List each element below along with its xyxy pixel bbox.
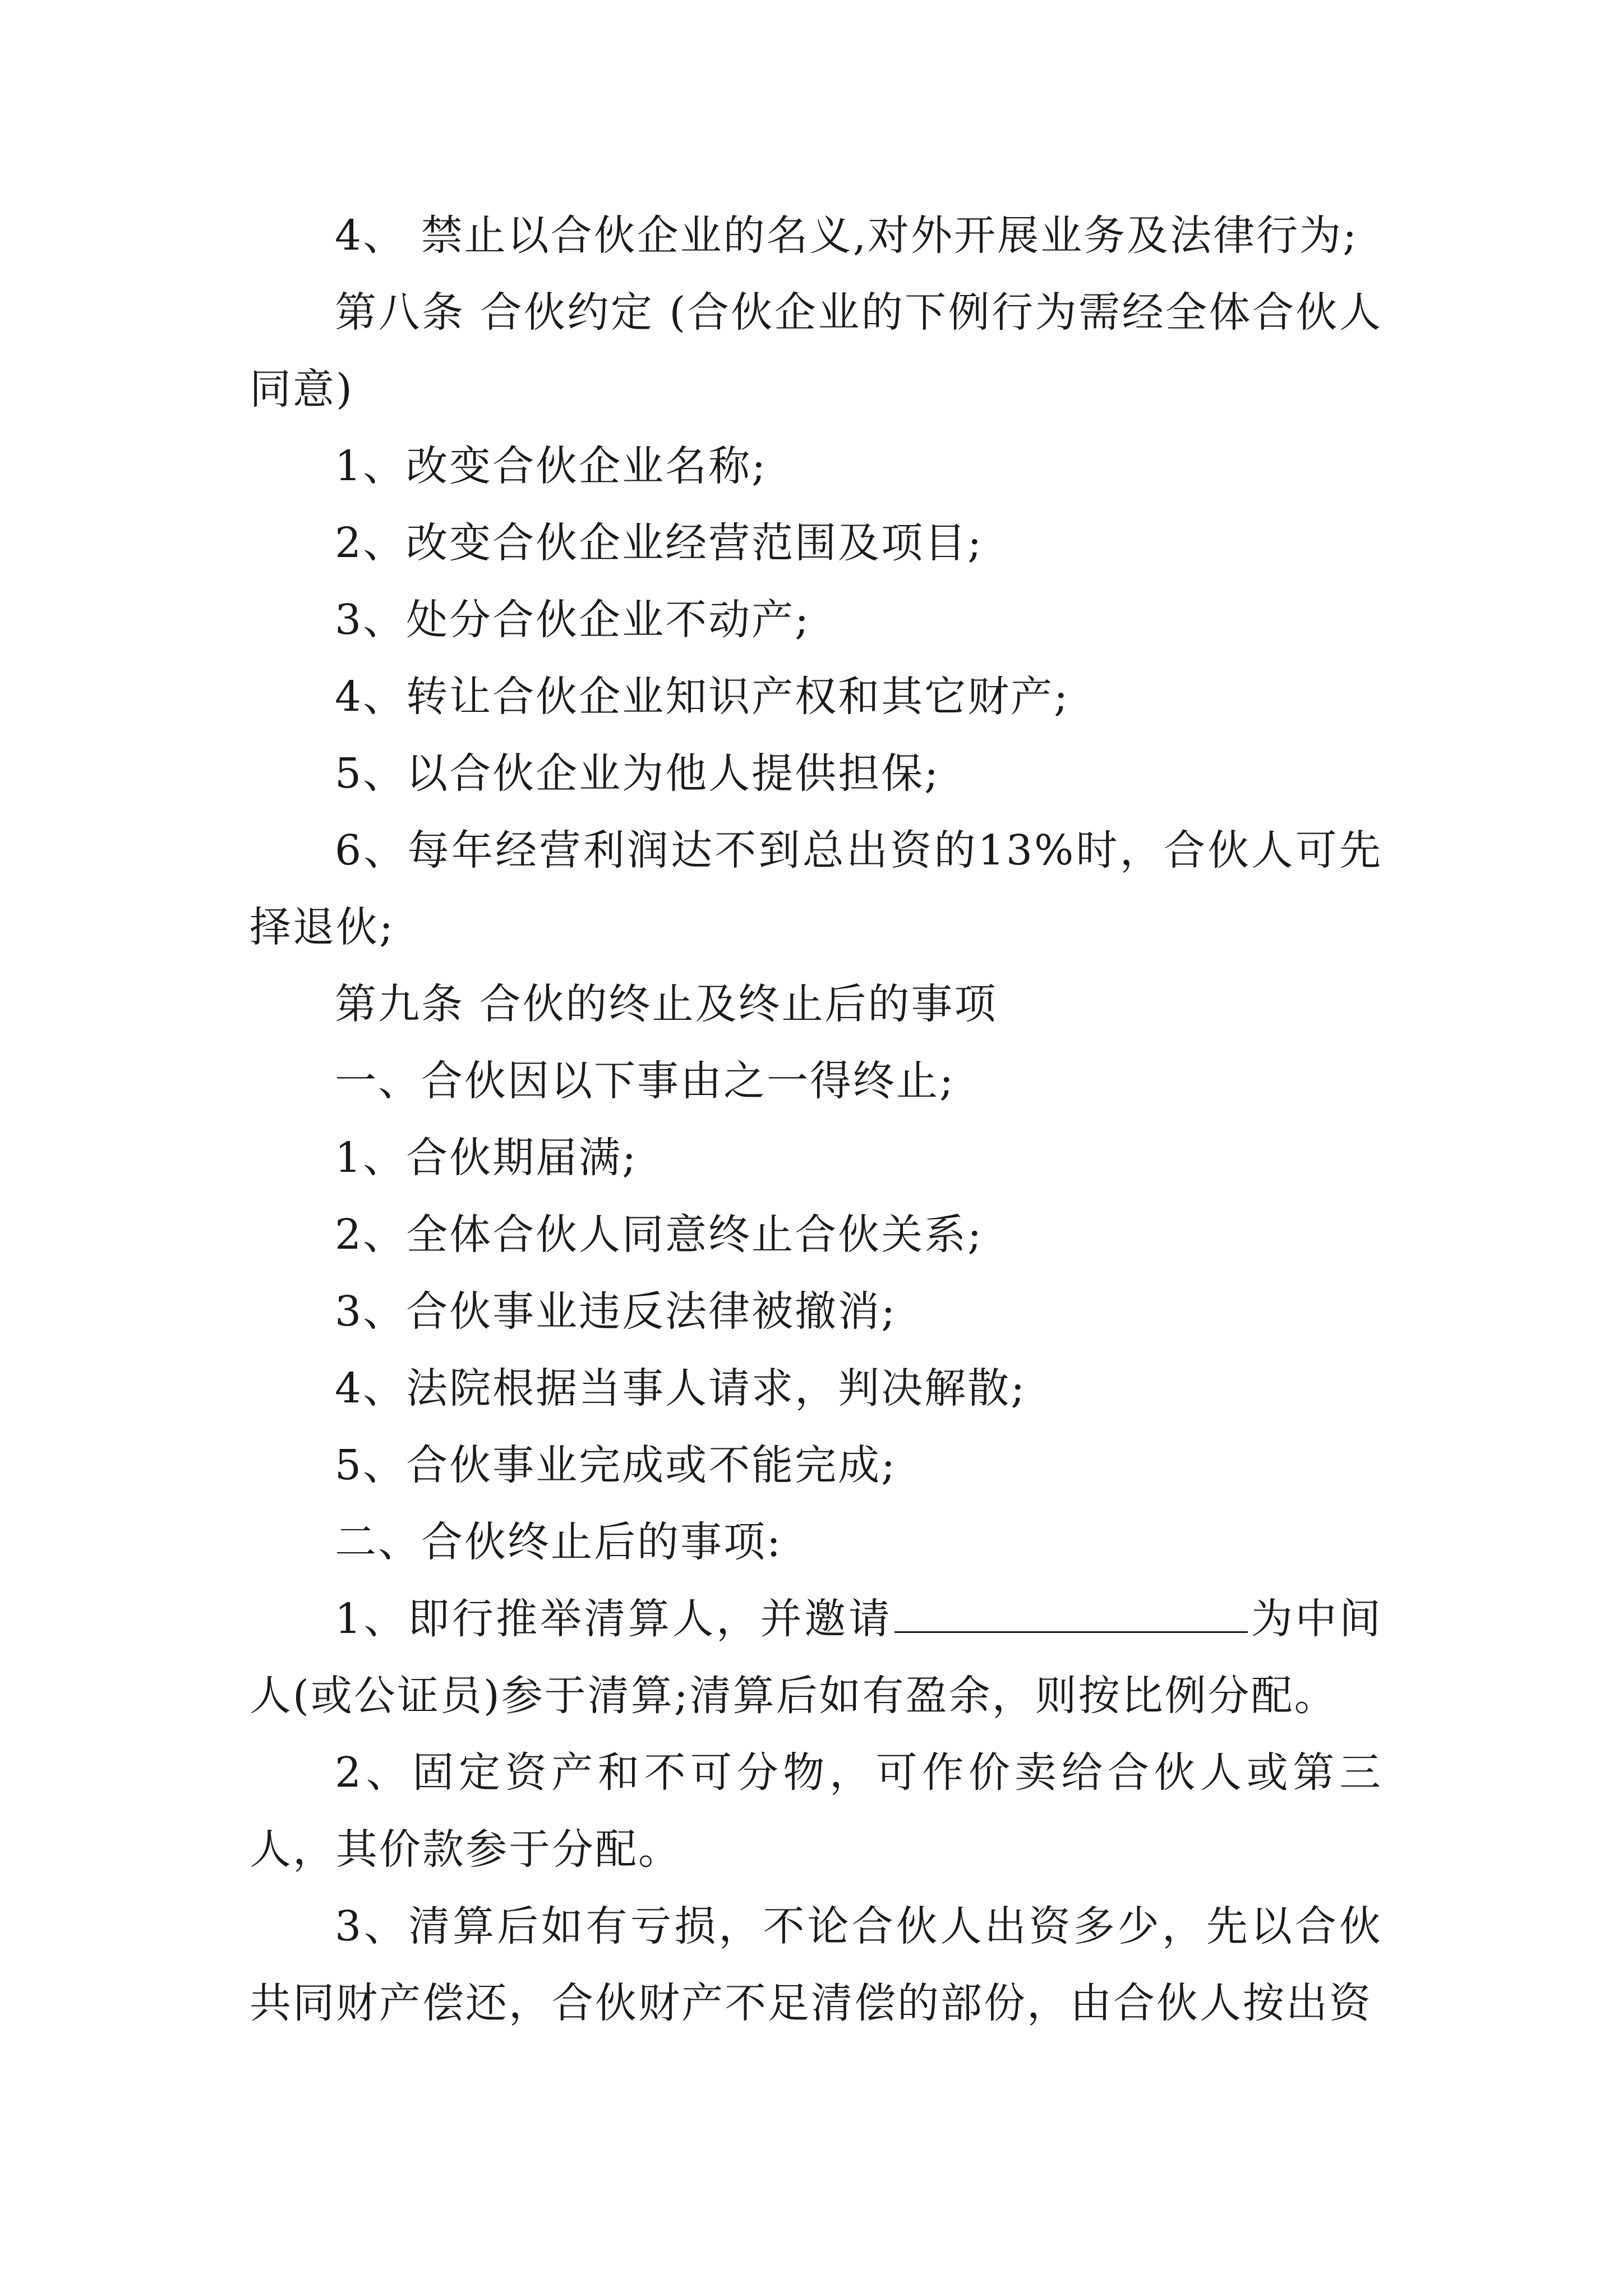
settlement-1-text-before: 1、即行推举清算人，并邀请 (335, 1595, 893, 1643)
paragraph-settlement-3: 3、清算后如有亏损，不论合伙人出资多少，先以合伙共同财产偿还，合伙财产不足清偿的部份，由合伙人按出资 (250, 1902, 1382, 2027)
fill-in-blank-line (895, 1585, 1248, 1633)
paragraph-agreement-4: 4、转让合伙企业知识产权和其它财产; (335, 673, 1070, 721)
section-1-heading: 一、合伙因以下事由之一得终止; (335, 1057, 955, 1105)
paragraph-settlement-2: 2、固定资产和不可分物，可作价卖给合伙人或第三人，其价款参于分配。 (250, 1749, 1382, 1874)
paragraph-agreement-6: 6、每年经营利润达不到总出资的13%时，合伙人可先择退伙; (250, 826, 1382, 951)
document-body (250, 197, 1382, 2042)
paragraph-prohibition-4: 4、 禁止以合伙企业的名义,对外开展业务及法律行为; (335, 211, 1359, 260)
paragraph-termination-5: 5、合伙事业完成或不能完成; (335, 1441, 897, 1489)
article-9-heading: 第九条 合伙的终止及终止后的事项 (335, 980, 998, 1028)
paragraph-termination-2: 2、全体合伙人同意终止合伙关系; (335, 1211, 984, 1259)
article-8-heading: 第八条 合伙约定 (合伙企业的下例行为需经全体合伙人同意) (250, 288, 1382, 413)
paragraph-termination-3: 3、合伙事业违反法律被撤消; (335, 1287, 897, 1336)
section-2-heading: 二、合伙终止后的事项: (335, 1518, 782, 1566)
paragraph-agreement-1: 1、改变合伙企业名称; (335, 442, 768, 490)
settlement-1-text-after: 为中间人(或公证员)参于清算;清算后如有盈余，则按比例分配。 (250, 1595, 1382, 1720)
paragraph-settlement-1 (250, 1581, 1382, 1734)
paragraph-termination-1: 1、合伙期届满; (335, 1134, 638, 1182)
paragraph-agreement-2: 2、改变合伙企业经营范围及项目; (335, 519, 984, 567)
paragraph-agreement-5: 5、以合伙企业为他人提供担保; (335, 749, 940, 798)
paragraph-termination-4: 4、法院根据当事人请求，判决解散; (335, 1364, 1027, 1412)
paragraph-agreement-3: 3、处分合伙企业不动产; (335, 596, 811, 644)
